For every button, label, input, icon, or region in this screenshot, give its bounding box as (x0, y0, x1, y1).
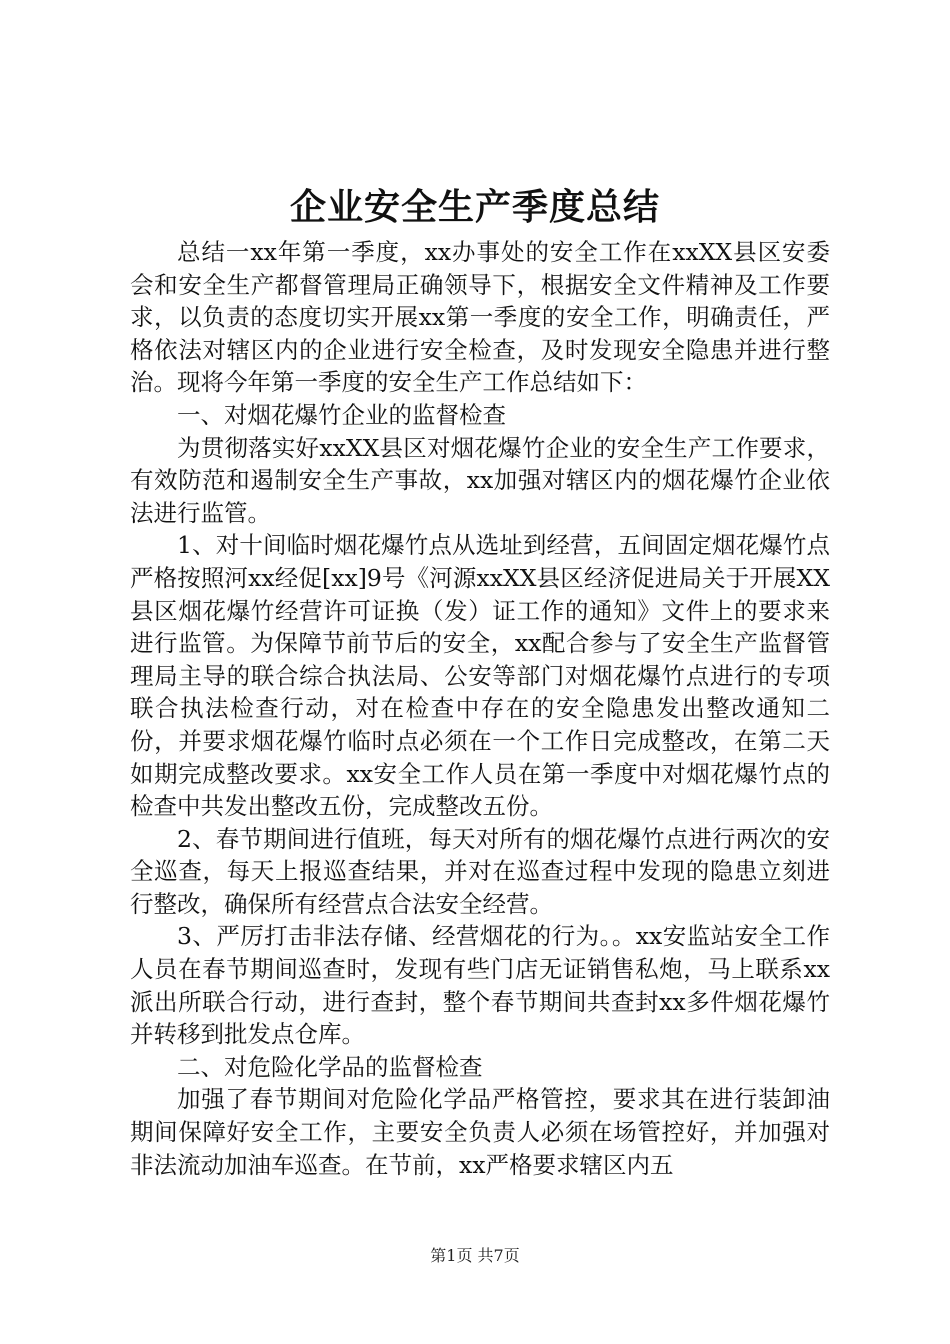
intro-paragraph: 总结一xx年第一季度，xx办事处的安全工作在xxXX县区安委会和安全生产都督管理局正确领导下，根据安全文件精神及工作要求，以负责的态度切实开展xx第一季度的安全工作，明确责任，严格依法对辖区内的企业进行安全检查，及时发现安全隐患并进行整治。现将今年第一季度的安全生产工作总结如下： (130, 238, 830, 397)
body-paragraph: 1、对十间临时烟花爆竹点从选址到经营，五间固定烟花爆竹点严格按照河xx经促[xx]9号《河源xxXX县区经济促进局关于开展XX县区烟花爆竹经营许可证换（发）证工作的通知》文件上的要求来进行监管。为保障节前节后的安全，xx配合参与了安全生产监督管理局主导的联合综合执法局、公安等部门对烟花爆竹点进行的专项联合执法检查行动，对在检查中存在的安全隐患发出整改通知二份，并要求烟花爆竹临时点必须在一个工作日完成整改，在第二天如期完成整改要求。xx安全工作人员在第一季度中对烟花爆竹点的检查中共发出整改五份，完成整改五份。 (130, 531, 830, 821)
body-paragraph: 2、春节期间进行值班，每天对所有的烟花爆竹点进行两次的安全巡查，每天上报巡查结果，并对在巡查过程中发现的隐患立刻进行整改，确保所有经营点合法安全经营。 (130, 824, 830, 918)
page-number-footer: 第1页 共7页 (430, 1246, 520, 1265)
section-heading-chemicals: 二、对危险化学品的监督检查 (177, 1052, 483, 1081)
section-heading-fireworks: 一、对烟花爆竹企业的监督检查 (177, 400, 506, 429)
document-body (130, 236, 830, 1181)
document-title: 企业安全生产季度总结 (289, 187, 660, 228)
body-paragraph: 加强了春节期间对危险化学品严格管控，要求其在进行装卸油期间保障好安全工作，主要安全负责人必须在场管控好，并加强对非法流动加油车巡查。在节前，xx严格要求辖区内五 (130, 1085, 830, 1179)
body-paragraph: 为贯彻落实好xxXX县区对烟花爆竹企业的安全生产工作要求，有效防范和遏制安全生产事故，xx加强对辖区内的烟花爆竹企业依法进行监管。 (130, 433, 830, 527)
body-paragraph: 3、严厉打击非法存储、经营烟花的行为。。xx安监站安全工作人员在春节期间巡查时，发现有些门店无证销售私炮，马上联系xx派出所联合行动，进行查封，整个春节期间共查封xx多件烟花爆竹并转移到批发点仓库。 (130, 922, 830, 1049)
